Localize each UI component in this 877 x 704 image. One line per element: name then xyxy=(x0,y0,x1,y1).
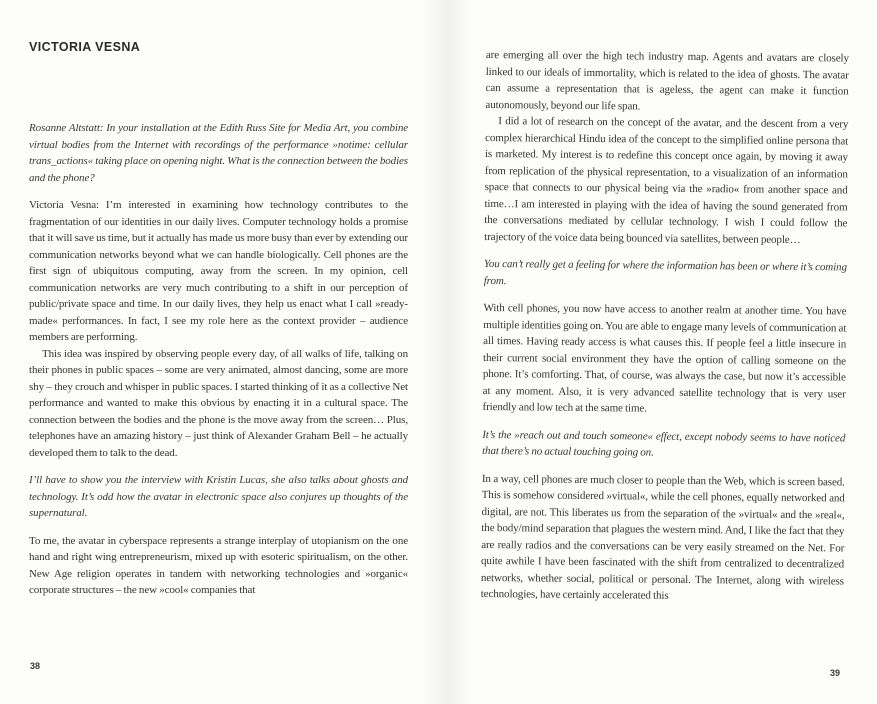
page-right-text-column xyxy=(481,47,849,606)
interview-answer xyxy=(481,470,845,605)
interview-answer xyxy=(482,300,846,419)
page-title: VICTORIA VESNA xyxy=(29,40,141,54)
page-left-text-column xyxy=(29,120,408,599)
interview-answer xyxy=(29,533,408,599)
interview-answer xyxy=(484,47,849,248)
paragraph: This idea was inspired by observing people every day, of all walks of life, talking on their phones in public spaces – some are very animated, almost dancing, some are more shy – they crouch and whisper in public spaces. I started thinking of it as a collective Net performance and wanted to make this obvious by enacting it in a cultural space. The connection between the bodies and the phone is the move away from the screen… Plus, telephones have an amazing history – just think of Alexander Graham Bell – he actually developed them to talk to the dead. xyxy=(29,347,408,459)
paragraph: I did a lot of research on the concept of the avatar, and the descent from a very complex hierarchical Hindu idea of the concept to the simplified online persona that is marketed. My interest is to redefine this concept once again, by moving it away from replication of the physical representation, to a visualization of an information space that connects to our physical being via the »radio« from another space and time…I am interested in playing with the idea of having the sound generated from the conversations mediated by cellular technology. I wish I could follow the trajectory of the voice data being bounced via satellites, between people… xyxy=(484,115,849,246)
paragraph: You can’t really get a feeling for where the information has been or where it’s coming from. xyxy=(483,257,847,287)
paragraph: Victoria Vesna: I’m interested in examining how technology contributes to the fragmentation of our identities in our daily lives. Computer technology holds a promise that it will save us time, but it actually has made us more busy than ever by extending our communication networks beyond what we can handle biologically. Cell phones are the first sign of ubiquitous computing, away from the screen. In my opinion, cell communication networks are very much contributing to a shift in our perception of public/private space and time. In our daily lives, they help us enact what I call »ready-made« performances. In fact, I see my role here as the context provider – audience members are performing. xyxy=(29,199,408,343)
paragraph: It’s the »reach out and touch someone« effect, except nobody seems to have noticed that there’s no actual touching going on. xyxy=(482,428,846,459)
page-left xyxy=(29,40,408,610)
page-right xyxy=(481,47,849,617)
paragraph: Rosanne Altstatt: In your installation at the Edith Russ Site for Media Art, you combine virtual bodies from the Internet with recordings of the performance »notime: cellular trans_actions« taking place on opening night. What is the connection between the bodies and the phone? xyxy=(29,122,408,184)
interview-question xyxy=(29,120,408,186)
page-number-right: 39 xyxy=(830,668,841,678)
paragraph: are emerging all over the high tech industry map. Agents and avatars are closely linked to our ideals of immortality, which is related to the idea of ghosts. The avatar can assume a representation that is ageless, the agent can make it function autonomously, beyond our life span. xyxy=(485,48,849,112)
paragraph: With cell phones, you now have access to another realm at another time. You have multiple identities going on. You are able to engage many levels of communication at all times. Having ready access is what causes this. If people feel a little insecure in their current social environment they have the option of calling someone on the phone. It’s comforting. That, of course, was always the case, but now it’s accessible at any moment. Also, it is very advanced satellite technology that is very user friendly and low tech at the same time. xyxy=(482,301,847,415)
paragraph: I’ll have to show you the interview with Kristin Lucas, she also talks about ghosts and technology. It’s odd how the avatar in electronic space also conjures up thoughts of the supernatural. xyxy=(29,474,408,519)
interview-question xyxy=(29,472,408,522)
interview-question xyxy=(484,256,847,292)
page-number-left: 38 xyxy=(30,661,41,671)
interview-answer xyxy=(29,197,408,461)
paragraph: In a way, cell phones are much closer to people than the Web, which is screen based. This is somehow considered »virtual«, while the cell phones, equally networked and digital, are not. This liberates us from the separation of the »virtual« and the »real«, the body/mind separation that plagues the western mind. And, I like the fact that they are really radios and the conversations can be very easily streamed on the Net. For quite awhile I have been fascinated with the shift from centralized to decentralized networks, whether social, political or personal. The Internet, along with wireless technologies, have certainly accelerated this xyxy=(480,472,845,602)
book-gutter-shadow xyxy=(420,0,472,704)
paragraph: To me, the avatar in cyberspace represents a strange interplay of utopianism on the one hand and right wing entrepreneurism, mixed up with esoteric spiritualism, on the other. New Age religion operates in tandem with networking technologies and »organic« corporate structures – the new »cool« companies that xyxy=(29,534,408,596)
interview-question xyxy=(482,426,845,462)
